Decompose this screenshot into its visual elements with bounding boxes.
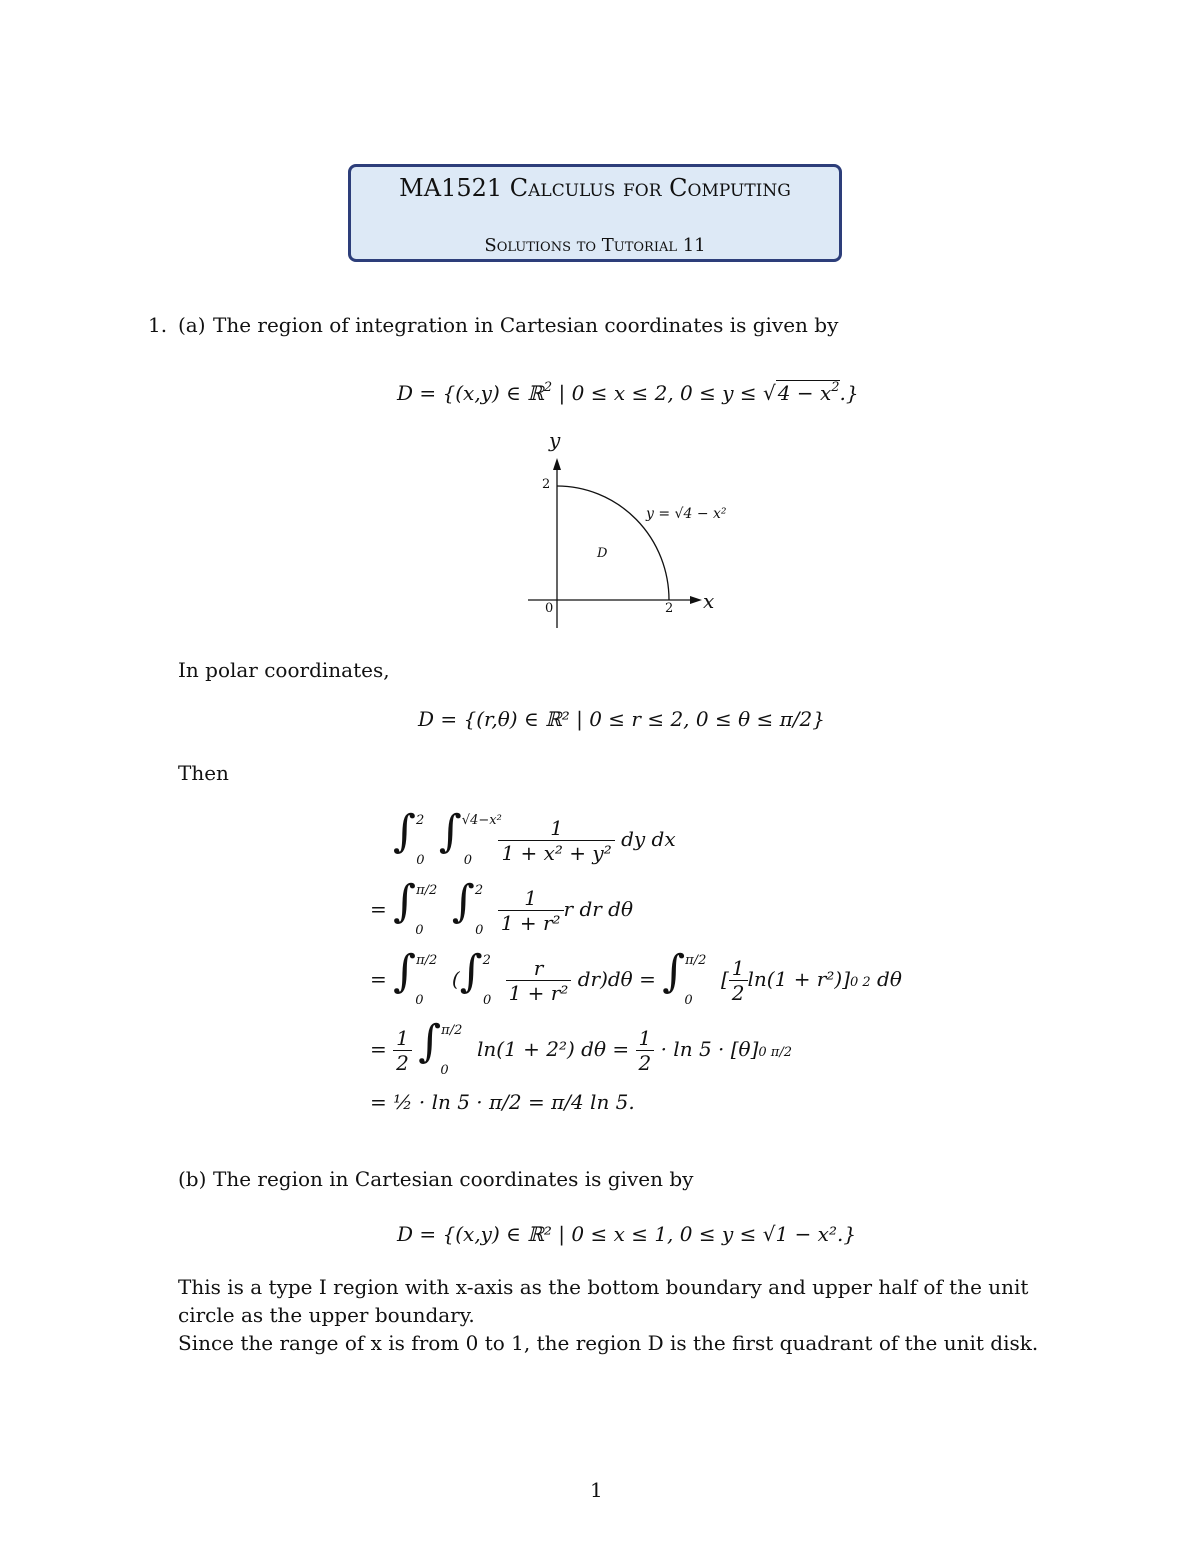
q1a-region-polar: D = {(r,θ) ∈ ℝ² | 0 ≤ r ≤ 2, 0 ≤ θ ≤ π/2}	[418, 707, 825, 731]
integral-line-1: ∫$^2_0$ ∫$^{√4-x^2}_0$ $\frac{1}{\text{1 + x² + y²}}$ dy dx	[393, 806, 676, 868]
quarter-circle-curve	[557, 486, 669, 600]
x-axis-arrow	[690, 596, 702, 604]
q1b-intro: The region in Cartesian coordinates is given by	[213, 1167, 694, 1191]
polar-intro: In polar coordinates,	[178, 658, 390, 682]
question-number: 1.	[148, 313, 168, 337]
y-axis-arrow	[553, 458, 561, 470]
q1b-region-cartesian: D = {(x,y) ∈ ℝ² | 0 ≤ x ≤ 1, 0 ≤ y ≤ √1 − x².}	[397, 1222, 857, 1246]
fig-origin: 0	[545, 601, 554, 616]
tutorial-subtitle: Solutions to Tutorial 11	[484, 235, 706, 256]
q1b-line-1: This is a type I region with x-axis as the bottom boundary and upper half of the unit	[178, 1275, 1029, 1299]
fig-y-label: y	[549, 428, 561, 452]
page-number: 1	[590, 1478, 603, 1502]
q1a-intro: The region of integration in Cartesian coordinates is given by	[213, 313, 839, 337]
q1a-region-cartesian: D = {(x,y) ∈ ℝ$^2$ | 0 ≤ x ≤ 2, 0 ≤ y ≤ √ $4 - x^2$.}	[397, 380, 859, 405]
fig-curve-label: y = √4 − x²	[646, 506, 727, 522]
q1b-part-label: (b)	[178, 1167, 207, 1191]
q1b-line-3: Since the range of x is from 0 to 1, the region D is the first quadrant of the unit disk.	[178, 1331, 1039, 1355]
fig-x-label: x	[703, 589, 715, 613]
integral-line-3: = ∫$^{\pi/2}_0$ (∫$^2_0$ $\frac{r}{\text{1 + r²}}$ dr)dθ = ∫$^{\pi/2}_0$ [ $\frac{1}{2}$ ln(1 + r²)]0 2 dθ	[370, 946, 902, 1008]
integral-line-2: = ∫$^{\pi/2}_0$ ∫$^2_0$ $\frac{1}{\text{1 + r²}}$ r dr dθ	[370, 876, 634, 938]
then-label: Then	[178, 761, 229, 785]
q1a-part-label: (a)	[178, 313, 206, 337]
fig-y-tick: 2	[542, 477, 551, 492]
integral-result: = ½ · ln 5 · π/2 = π/4 ln 5.	[370, 1090, 635, 1114]
course-title: MA1521 Calculus for Computing	[399, 174, 791, 202]
q1b-line-2: circle as the upper boundary.	[178, 1303, 475, 1327]
fig-region-label: D	[597, 546, 608, 561]
integral-line-4: = $\frac{1}{2}$ ∫$^{\pi/2}_0$ ln(1 + 2²) dθ = $\frac{1}{2}$ · ln 5 · [θ]0 π/2	[370, 1016, 792, 1078]
fig-x-tick: 2	[665, 601, 674, 616]
